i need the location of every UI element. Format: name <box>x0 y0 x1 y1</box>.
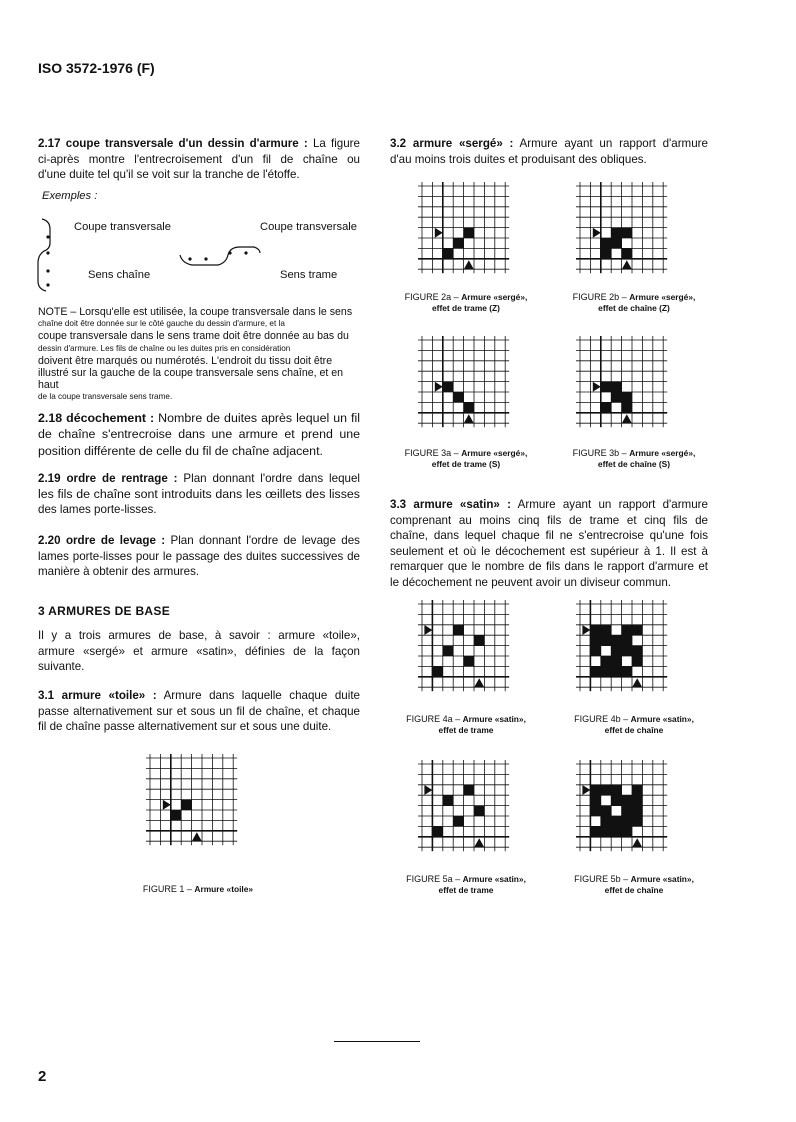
weft-arrow-icon <box>464 260 474 269</box>
document-id: ISO 3572-1976 (F) <box>38 60 155 76</box>
section-2-19: 2.19 ordre de rentrage : Plan donnant l'ordre dans lequel les fils de chaîne sont introduits dans les œillets des lisses des lames porte-lisses. <box>38 472 360 517</box>
weave-cell-filled <box>611 382 621 392</box>
sens-trame-label: Sens trame <box>280 269 338 281</box>
weave-cell-filled <box>590 795 600 805</box>
weave-cell-filled <box>622 402 632 412</box>
section-2-18: 2.18 décochement : Nombre de duites après lequel un fil de chaîne s'entrecroise dans une armure et prend une position différente de celle du fil de chaîne adjacent. <box>38 411 360 458</box>
section-3-2: 3.2 armure «sergé» : Armure ayant un rapport d'armure d'au moins trois duites et produisant des obliques. <box>390 137 708 166</box>
warp-arrow-icon <box>582 625 590 635</box>
weave-cell-filled <box>453 238 463 248</box>
caption-fig4a: FIGURE 4a – Armure «satin», effet de trame <box>406 714 526 735</box>
weave-cell-filled <box>464 785 474 795</box>
term: coupe transversale d'un dessin d'armure : <box>65 137 308 150</box>
weave-cell-filled <box>443 248 453 258</box>
weave-cell-filled <box>601 625 611 635</box>
weave-cell-filled <box>590 806 600 816</box>
warp-arrow-icon <box>582 785 590 795</box>
section-2-17: 2.17 coupe transversale d'un dessin d'armure : La figure ci-après montre l'entrecroisement d'un fil de chaîne ou d'une duite tel qu'il se voit sur la tranche de l'étoffe. <box>38 137 360 182</box>
caption-fig2b: FIGURE 2b – Armure «sergé», effet de chaîne (Z) <box>572 292 696 313</box>
section-2-20: 2.20 ordre de levage : Plan donnant l'ordre de levage des lames porte-lisses pour le passage des duites successives de manière à obtenir des armures. <box>38 534 360 579</box>
weft-arrow-icon <box>622 260 632 269</box>
weave-cell-filled <box>611 656 621 666</box>
weave-cell-filled <box>464 656 474 666</box>
caption-fig4b: FIGURE 4b – Armure «satin», effet de chaîne <box>574 714 694 735</box>
caption-fig3b: FIGURE 3b – Armure «sergé», effet de chaîne (S) <box>572 448 696 469</box>
weft-arrow-icon <box>474 678 484 687</box>
weave-cell-filled <box>590 666 600 676</box>
weave-cell-filled <box>611 238 621 248</box>
weave-cell-filled <box>590 785 600 795</box>
weave-cell-filled <box>601 656 611 666</box>
weave-grid-fig3b <box>574 332 674 444</box>
weft-arrow-icon <box>622 414 632 423</box>
weave-cell-filled <box>632 806 642 816</box>
weave-cell-filled <box>590 646 600 656</box>
weave-cell-filled <box>601 382 611 392</box>
weft-arrow-icon <box>632 838 642 847</box>
warp-arrow-icon <box>435 382 443 392</box>
section-3-intro: Il y a trois armures de base, à savoir : armure «toile», armure «sergé» et armure «satin», définies de la façon suivante. <box>38 629 360 674</box>
weave-cell-filled <box>443 646 453 656</box>
weave-grid-fig4b <box>574 596 674 708</box>
section-3-1: 3.1 armure «toile» : Armure dans laquelle chaque duite passe alternativement sur et sous un fil de chaîne, et chaque fil de chaîne passe alternativement sur et sous une duite. <box>38 689 360 734</box>
weave-cell-filled <box>171 810 181 820</box>
thread-dot <box>46 251 49 254</box>
sens-chaine-label: Sens chaîne <box>88 269 151 281</box>
warp-arrow-icon <box>424 625 432 635</box>
warp-arrow-icon <box>593 382 601 392</box>
warp-thread-curve <box>38 219 50 291</box>
weft-arrow-icon <box>474 838 484 847</box>
examples-label: Exemples : <box>42 190 98 202</box>
weave-cell-filled <box>622 625 632 635</box>
weave-cell-filled <box>622 646 632 656</box>
weave-cell-filled <box>611 228 621 238</box>
weave-cell-filled <box>611 646 621 656</box>
weave-cell-filled <box>622 666 632 676</box>
warp-arrow-icon <box>424 785 432 795</box>
thread-dot <box>46 283 49 286</box>
weave-cell-filled <box>611 392 621 402</box>
coupe-label-left: Coupe transversale <box>74 221 172 233</box>
weave-cell-filled <box>622 795 632 805</box>
weave-cell-filled <box>443 795 453 805</box>
weave-cell-filled <box>611 666 621 676</box>
caption-fig5b: FIGURE 5b – Armure «satin», effet de chaîne <box>574 874 694 895</box>
warp-arrow-icon <box>163 800 171 810</box>
weave-cell-filled <box>453 392 463 402</box>
weave-cell-filled <box>601 785 611 795</box>
weave-cell-filled <box>601 816 611 826</box>
weave-grid-fig2b <box>574 178 674 290</box>
weft-arrow-icon <box>632 678 642 687</box>
weave-cell-filled <box>432 666 442 676</box>
weave-cell-filled <box>464 402 474 412</box>
weave-cell-filled <box>432 826 442 836</box>
weave-cell-filled <box>443 382 453 392</box>
warp-arrow-icon <box>435 228 443 238</box>
weave-cell-filled <box>632 816 642 826</box>
weave-cell-filled <box>622 806 632 816</box>
footer-rule <box>334 1041 420 1042</box>
weave-cell-filled <box>632 656 642 666</box>
weave-cell-filled <box>590 635 600 645</box>
weft-thread-curve <box>180 247 260 265</box>
weave-cell-filled <box>622 228 632 238</box>
weave-cell-filled <box>474 806 484 816</box>
weave-cell-filled <box>601 635 611 645</box>
weave-cell-filled <box>601 402 611 412</box>
note-block: NOTE – Lorsqu'elle est utilisée, la coupe transversale dans le sens chaîne doit être donnée sur le côté gauche du dessin d'armure, et la coupe transversale dans le sens trame doit être donnée au bas du dessin d'armure. Les fils de chaîne ou les duites pris en considération doivent être marqués ou numérotés. L'endroit du tissu doit être illustré sur la gauche de la coupe transversale sens chaîne, et en haut de la coupe transversale sens trame. <box>38 306 353 402</box>
weave-grid-fig2a <box>416 178 516 290</box>
weave-cell-filled <box>611 795 621 805</box>
thread-dot <box>188 257 191 260</box>
weft-arrow-icon <box>192 832 202 841</box>
weave-cell-filled <box>601 248 611 258</box>
weave-grid-fig4a <box>416 596 516 708</box>
weave-cell-filled <box>611 785 621 795</box>
weave-cell-filled <box>611 816 621 826</box>
caption-fig2a: FIGURE 2a – Armure «sergé», effet de trame (Z) <box>404 292 528 313</box>
weave-cell-filled <box>632 646 642 656</box>
weave-cell-filled <box>453 816 463 826</box>
weave-cell-filled <box>632 785 642 795</box>
weave-grid-fig5b <box>574 756 674 868</box>
section-number: 2.17 <box>38 137 61 150</box>
weave-cell-filled <box>464 228 474 238</box>
thread-dot <box>46 235 49 238</box>
thread-dot <box>46 269 49 272</box>
weave-cell-filled <box>601 806 611 816</box>
weave-cell-filled <box>622 635 632 645</box>
weave-grid-fig5a <box>416 756 516 868</box>
page-number: 2 <box>38 1068 47 1085</box>
weave-cell-filled <box>601 826 611 836</box>
weave-cell-filled <box>601 238 611 248</box>
weave-grid-fig1 <box>144 750 244 862</box>
weave-cell-filled <box>590 826 600 836</box>
section-3-title: 3 ARMURES DE BASE <box>38 604 171 618</box>
caption-fig1: FIGURE 1 – Armure «toile» <box>142 884 254 894</box>
warp-arrow-icon <box>593 228 601 238</box>
weave-cell-filled <box>622 248 632 258</box>
weave-cell-filled <box>622 816 632 826</box>
weave-cell-filled <box>632 795 642 805</box>
weave-grid-fig3a <box>416 332 516 444</box>
weft-arrow-icon <box>464 414 474 423</box>
weave-cell-filled <box>622 392 632 402</box>
weave-cell-filled <box>474 635 484 645</box>
thread-dot <box>228 251 231 254</box>
caption-fig3a: FIGURE 3a – Armure «sergé», effet de trame (S) <box>404 448 528 469</box>
section-3-3: 3.3 armure «satin» : Armure ayant un rapport d'armure comprenant au moins cinq fils de trame et cinq fils de chaîne, dans lequel chaque fil ne s'entrecroise qu'une fois seulement et où le décochement est supérieur à 1. Il est à remarquer que le nombre de fils dans le rapport d'armure et le décochement ne peuvent avoir un diviseur commun. <box>390 498 708 589</box>
thread-dot <box>244 251 247 254</box>
weave-cell-filled <box>181 800 191 810</box>
weave-cell-filled <box>453 625 463 635</box>
weave-cell-filled <box>632 625 642 635</box>
weave-cell-filled <box>601 666 611 676</box>
weave-cell-filled <box>611 635 621 645</box>
coupe-label-right: Coupe transversale <box>260 221 358 233</box>
caption-fig5a: FIGURE 5a – Armure «satin», effet de trame <box>406 874 526 895</box>
thread-dot <box>204 257 207 260</box>
weave-cell-filled <box>611 826 621 836</box>
weave-cell-filled <box>622 826 632 836</box>
weave-cell-filled <box>590 625 600 635</box>
